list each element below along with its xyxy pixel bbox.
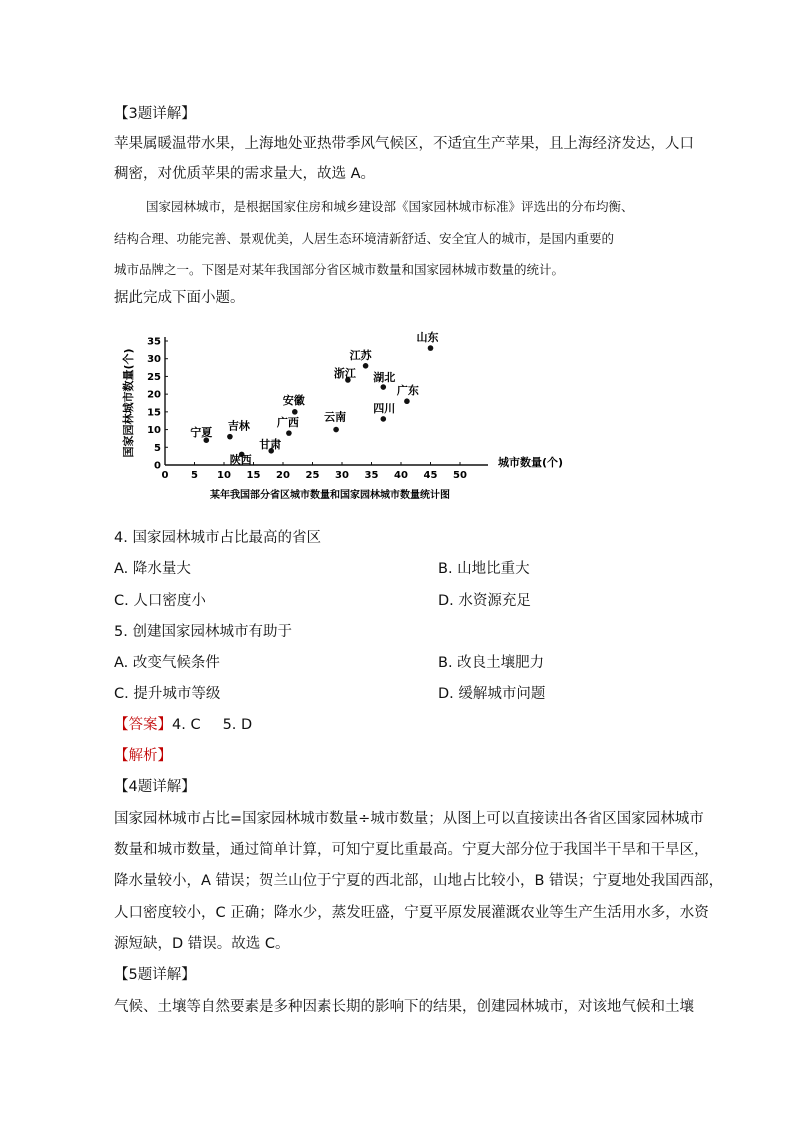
- section4-heading: 【4题详解】: [114, 779, 196, 795]
- data-point: [428, 345, 434, 351]
- answer-4: 4. C: [172, 717, 201, 733]
- q5-option-d: D. 缓解城市问题: [438, 686, 546, 702]
- answer-label: 【答案】: [114, 717, 172, 733]
- data-point-label: 山东: [416, 331, 439, 345]
- data-point: [292, 409, 298, 415]
- q5-option-a: A. 改变气候条件: [114, 655, 220, 671]
- q5-option-b: B. 改良土壤肥力: [438, 655, 545, 671]
- x-tick-label: 40: [394, 470, 408, 481]
- data-point: [404, 398, 410, 404]
- x-tick-label: 15: [246, 470, 261, 481]
- section4-line-3: 降水量较小，A 错误；贺兰山位于宁夏的西北部，山地占比较小，B 错误；宁夏地处我国西部，: [114, 873, 724, 889]
- data-point-label: 湖北: [373, 371, 396, 385]
- scatter-chart: [110, 328, 564, 508]
- chart-points: [190, 330, 438, 466]
- y-tick-label: 20: [147, 389, 161, 401]
- section4-line-4: 人口密度较小，C 正确；降水少，蒸发旺盛，宁夏平原发展灌溉农业等生产生活用水多，水资: [114, 905, 709, 921]
- answer-line: [114, 711, 252, 740]
- data-point: [381, 384, 387, 390]
- analysis-label: 【解析】: [114, 748, 172, 764]
- y-tick-label: 0: [154, 460, 161, 472]
- y-tick-label: 10: [147, 425, 161, 437]
- x-tick-label: 20: [276, 470, 290, 481]
- section4-line-2: 数量和城市数量，通过简单计算，可知宁夏比重最高。宁夏大部分位于我国半干旱和干旱区，: [114, 842, 709, 858]
- data-point-label: 四川: [373, 401, 396, 415]
- data-point-label: 甘肃: [259, 437, 282, 451]
- x-axis-label: 城市数量(个): [498, 456, 564, 469]
- section4-line-5: 源短缺，D 错误。故选 C。: [114, 936, 290, 952]
- data-point-label: 吉林: [227, 419, 250, 433]
- q4-option-d: D. 水资源充足: [438, 593, 531, 609]
- x-tick-label: 30: [335, 470, 349, 481]
- y-tick-label: 15: [147, 407, 161, 419]
- chart-ticks: [147, 337, 467, 482]
- data-point: [286, 430, 292, 436]
- data-point-label: 江苏: [349, 348, 372, 362]
- intro-line-1: 国家园林城市，是根据国家住房和城乡建设部《国家园林城市标准》评选出的分布均衡、: [146, 199, 634, 214]
- section5-line-1: 气候、土壤等自然要素是多种因素长期的影响下的结果，创建园林城市，对该地气候和土壤: [114, 999, 694, 1015]
- y-axis-label: 国家园林城市数量(个): [122, 348, 135, 458]
- x-tick-label: 45: [423, 470, 438, 481]
- q5-stem: 5. 创建国家园林城市有助于: [114, 624, 292, 640]
- x-tick-label: 35: [364, 470, 379, 481]
- x-tick-label: 10: [217, 470, 231, 481]
- q5-option-c: C. 提升城市等级: [114, 686, 221, 702]
- y-tick-label: 30: [147, 354, 161, 366]
- section5-heading: 【5题详解】: [114, 967, 196, 983]
- x-tick-label: 0: [161, 470, 169, 481]
- data-point-label: 浙江: [333, 366, 356, 380]
- chart-axes: [165, 337, 488, 465]
- data-point: [363, 363, 369, 369]
- data-point: [381, 416, 387, 422]
- answer-5: 5. D: [222, 717, 253, 733]
- x-tick-label: 5: [191, 470, 198, 481]
- data-point-label: 广西: [276, 416, 299, 430]
- section3-heading: 【3题详解】: [114, 106, 196, 122]
- chart-title: 某年我国部分省区城市数量和国家园林城市数量统计图: [210, 490, 450, 501]
- data-point-label: 宁夏: [190, 426, 213, 440]
- intro-line-3: 城市品牌之一。下图是对某年我国部分省区城市数量和国家园林城市数量的统计。: [114, 262, 565, 277]
- section4-line-1: 国家园林城市占比=国家园林城市数量÷城市数量；从图上可以直接读出各省区国家园林城市: [114, 811, 704, 827]
- q4-option-b: B. 山地比重大: [438, 561, 530, 577]
- data-point-label: 广东: [396, 384, 419, 398]
- data-point: [227, 434, 233, 440]
- y-tick-label: 35: [147, 336, 161, 348]
- y-tick-label: 25: [147, 371, 161, 383]
- section3-line-1: 苹果属暖温带水果，上海地处亚热带季风气候区，不适宜生产苹果，且上海经济发达，人口: [114, 136, 694, 152]
- data-point-label: 陕西: [229, 453, 252, 467]
- y-tick-label: 5: [154, 442, 161, 454]
- q4-stem: 4. 国家园林城市占比最高的省区: [114, 530, 321, 546]
- data-point-label: 安徽: [282, 393, 305, 407]
- section3-line-2: 稠密，对优质苹果的需求量大，故选 A。: [114, 166, 376, 182]
- x-tick-label: 50: [453, 470, 467, 481]
- q4-option-a: A. 降水量大: [114, 561, 191, 577]
- data-point-label: 云南: [324, 410, 347, 424]
- q4-option-c: C. 人口密度小: [114, 593, 206, 609]
- intro-line-4: 据此完成下面小题。: [114, 290, 245, 306]
- intro-line-2: 结构合理、功能完善、景观优美，人居生态环境清新舒适、安全宜人的城市，是国内重要的: [114, 231, 615, 246]
- data-point: [333, 427, 339, 433]
- x-tick-label: 25: [305, 470, 320, 481]
